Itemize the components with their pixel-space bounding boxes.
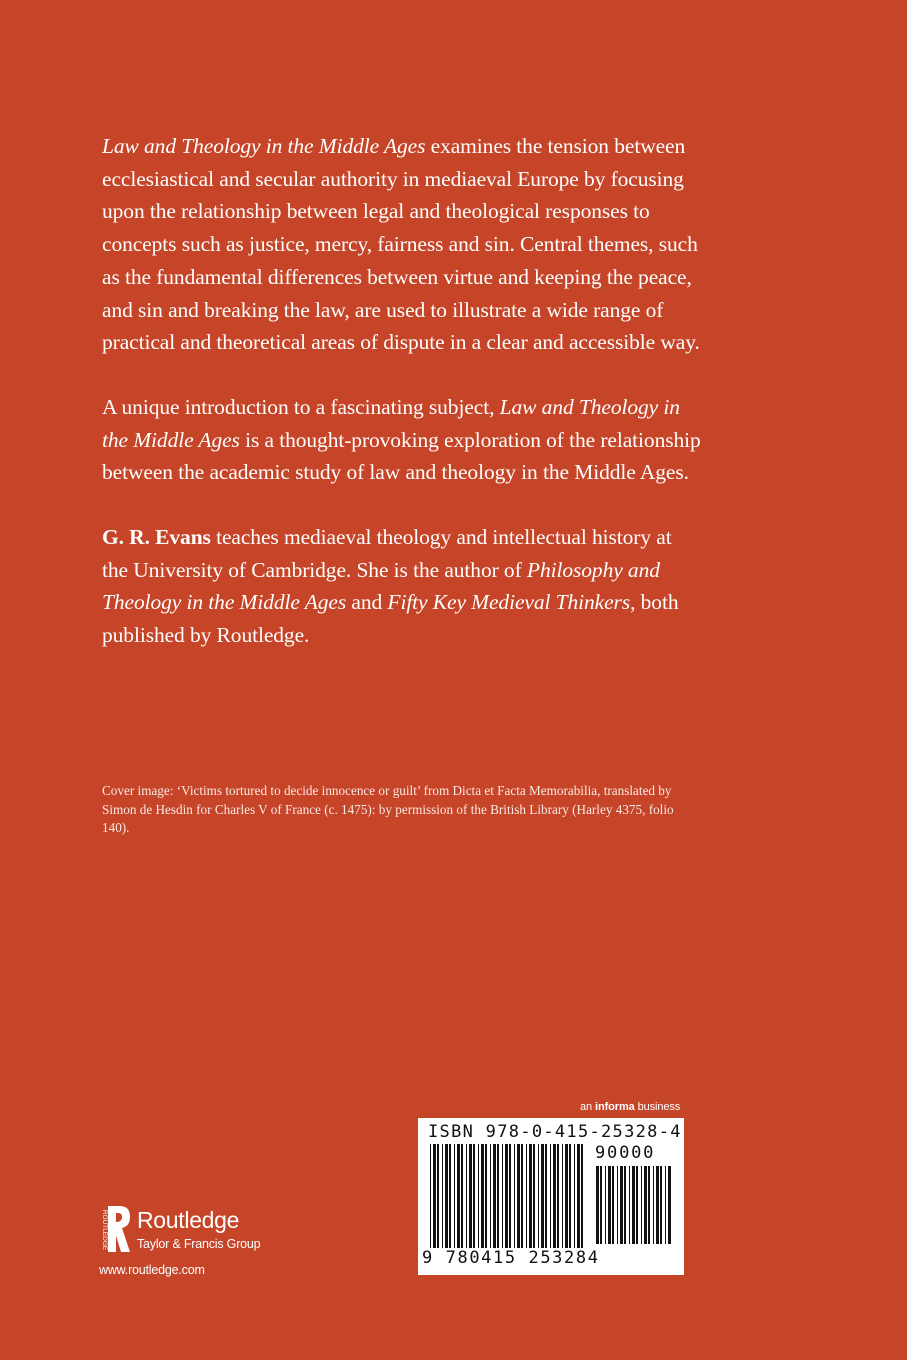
description-paragraph-1: Law and Theology in the Middle Ages examines the tension between ecclesiastical and secular authority in mediaeval Europe by focusing upon the relationship between legal and theological responses to concepts such as justice, mercy, fairness and sin. Central themes, such as the fundamental differences between virtue and keeping the peace, and sin and breaking the law, are used to illustrate a wide range of practical and theoretical areas of dispute in a clear and accessible way. bbox=[102, 134, 700, 355]
barcode-bar bbox=[565, 1144, 568, 1248]
publisher-url[interactable]: www.routledge.com bbox=[99, 1263, 205, 1277]
barcode-bar bbox=[437, 1144, 439, 1248]
barcode-bar bbox=[581, 1144, 583, 1248]
barcode-bar bbox=[538, 1144, 539, 1248]
barcode-bar bbox=[665, 1166, 666, 1244]
barcode-bar bbox=[574, 1144, 575, 1248]
barcode-bar bbox=[454, 1144, 455, 1248]
barcode-bar bbox=[449, 1144, 451, 1248]
barcode-bar bbox=[641, 1166, 642, 1244]
informa-tagline: an informa business bbox=[580, 1101, 681, 1113]
barcode-bar bbox=[596, 1166, 599, 1244]
book-title-italic: Law and Theology in the Middle Ages bbox=[102, 394, 680, 452]
barcode-bar bbox=[445, 1144, 448, 1248]
description bbox=[102, 130, 702, 684]
barcode-bar bbox=[469, 1144, 472, 1248]
barcode-bar bbox=[629, 1166, 630, 1244]
barcode-bar bbox=[517, 1144, 520, 1256]
barcode-bar bbox=[529, 1144, 532, 1248]
cover-image-credit: Cover image: ‘Victims tortured to decide innocence or guilt’ from Dicta et Facta Memorabilia, translated by Simon de Hesdin for Charles V of France (c. 1475): by permission of the British Library (Harley 4375, folio 140). bbox=[102, 783, 674, 835]
author-book-2: Fifty Key Medieval Thinkers bbox=[387, 590, 631, 615]
barcode-bar bbox=[493, 1144, 496, 1248]
barcode-bar bbox=[624, 1166, 626, 1244]
barcode-bar bbox=[481, 1144, 484, 1248]
barcode-bar bbox=[660, 1166, 662, 1244]
informa-brand: informa bbox=[595, 1101, 635, 1113]
isbn-barcode bbox=[418, 1118, 684, 1275]
routledge-logo-icon bbox=[96, 1204, 132, 1256]
barcode-bar bbox=[461, 1144, 463, 1248]
barcode-bar bbox=[533, 1144, 535, 1248]
author-name: G. R. Evans bbox=[102, 525, 211, 550]
isbn-label: ISBN 978-0-415-25328-4 bbox=[428, 1122, 682, 1142]
barcode-bar bbox=[497, 1144, 499, 1248]
barcode-bar bbox=[632, 1166, 635, 1244]
barcode-bar bbox=[541, 1144, 544, 1248]
description-paragraph-2: A unique introduction to a fascinating subject, Law and Theology in the Middle Ages is a thought-provoking exploration of the relationship between the academic study of law and theology in the Middle Ages. bbox=[102, 394, 701, 485]
barcode-bar bbox=[577, 1144, 580, 1248]
publisher-group: Taylor & Francis Group bbox=[137, 1237, 261, 1251]
barcode-bar bbox=[457, 1144, 460, 1248]
barcode-bar bbox=[557, 1144, 559, 1248]
barcode-bar bbox=[433, 1144, 436, 1256]
barcode-bar bbox=[550, 1144, 551, 1248]
barcode-bar bbox=[612, 1166, 614, 1244]
barcode-bar bbox=[653, 1166, 654, 1244]
author-book-1: Philosophy and Theology in the Middle Ages bbox=[102, 557, 660, 615]
barcode-bar bbox=[644, 1166, 647, 1244]
barcode-bar bbox=[490, 1144, 491, 1248]
price-code: 90000 bbox=[595, 1143, 656, 1163]
barcode-bar bbox=[648, 1166, 650, 1244]
book-title-italic: Law and Theology in the Middle Ages bbox=[102, 134, 426, 158]
publisher-name: Routledge bbox=[137, 1207, 240, 1233]
author-bio: G. R. Evans teaches mediaeval theology and intellectual history at the University of Cambridge. She is the author of Philosophy and Theology in the Middle Ages and Fifty Key Medieval Thinkers, both published by Routledge. bbox=[102, 525, 679, 648]
barcode-bar bbox=[509, 1144, 511, 1248]
barcode-bar bbox=[514, 1144, 515, 1256]
barcode-bar bbox=[485, 1144, 487, 1248]
barcode-bar bbox=[442, 1144, 443, 1248]
barcode-bar bbox=[545, 1144, 547, 1248]
barcode-bar bbox=[608, 1166, 611, 1244]
barcode-bar bbox=[617, 1166, 618, 1244]
barcode-bar bbox=[502, 1144, 503, 1248]
barcode-bar bbox=[569, 1144, 571, 1248]
barcode-bar bbox=[636, 1166, 638, 1244]
barcode-bar bbox=[600, 1166, 602, 1244]
barcode-bar bbox=[505, 1144, 508, 1248]
barcode-bar bbox=[521, 1144, 523, 1248]
barcode-bar bbox=[526, 1144, 527, 1248]
ean-barcode-bars bbox=[430, 1144, 590, 1256]
barcode-bar bbox=[430, 1144, 431, 1256]
barcode-bar bbox=[478, 1144, 479, 1248]
logo-vertical-text: ROUTLEDGE bbox=[101, 1209, 108, 1251]
barcode-bar bbox=[668, 1166, 671, 1244]
barcode-bar bbox=[562, 1144, 563, 1248]
barcode-bar bbox=[656, 1166, 659, 1244]
barcode-bar bbox=[605, 1166, 606, 1244]
barcode-bar bbox=[466, 1144, 467, 1248]
barcode-bar bbox=[473, 1144, 475, 1248]
addon-barcode-bars bbox=[596, 1166, 676, 1258]
barcode-bar bbox=[620, 1166, 623, 1244]
ean-digits: 9 780415 253284 bbox=[422, 1248, 600, 1268]
barcode-bar bbox=[553, 1144, 556, 1248]
